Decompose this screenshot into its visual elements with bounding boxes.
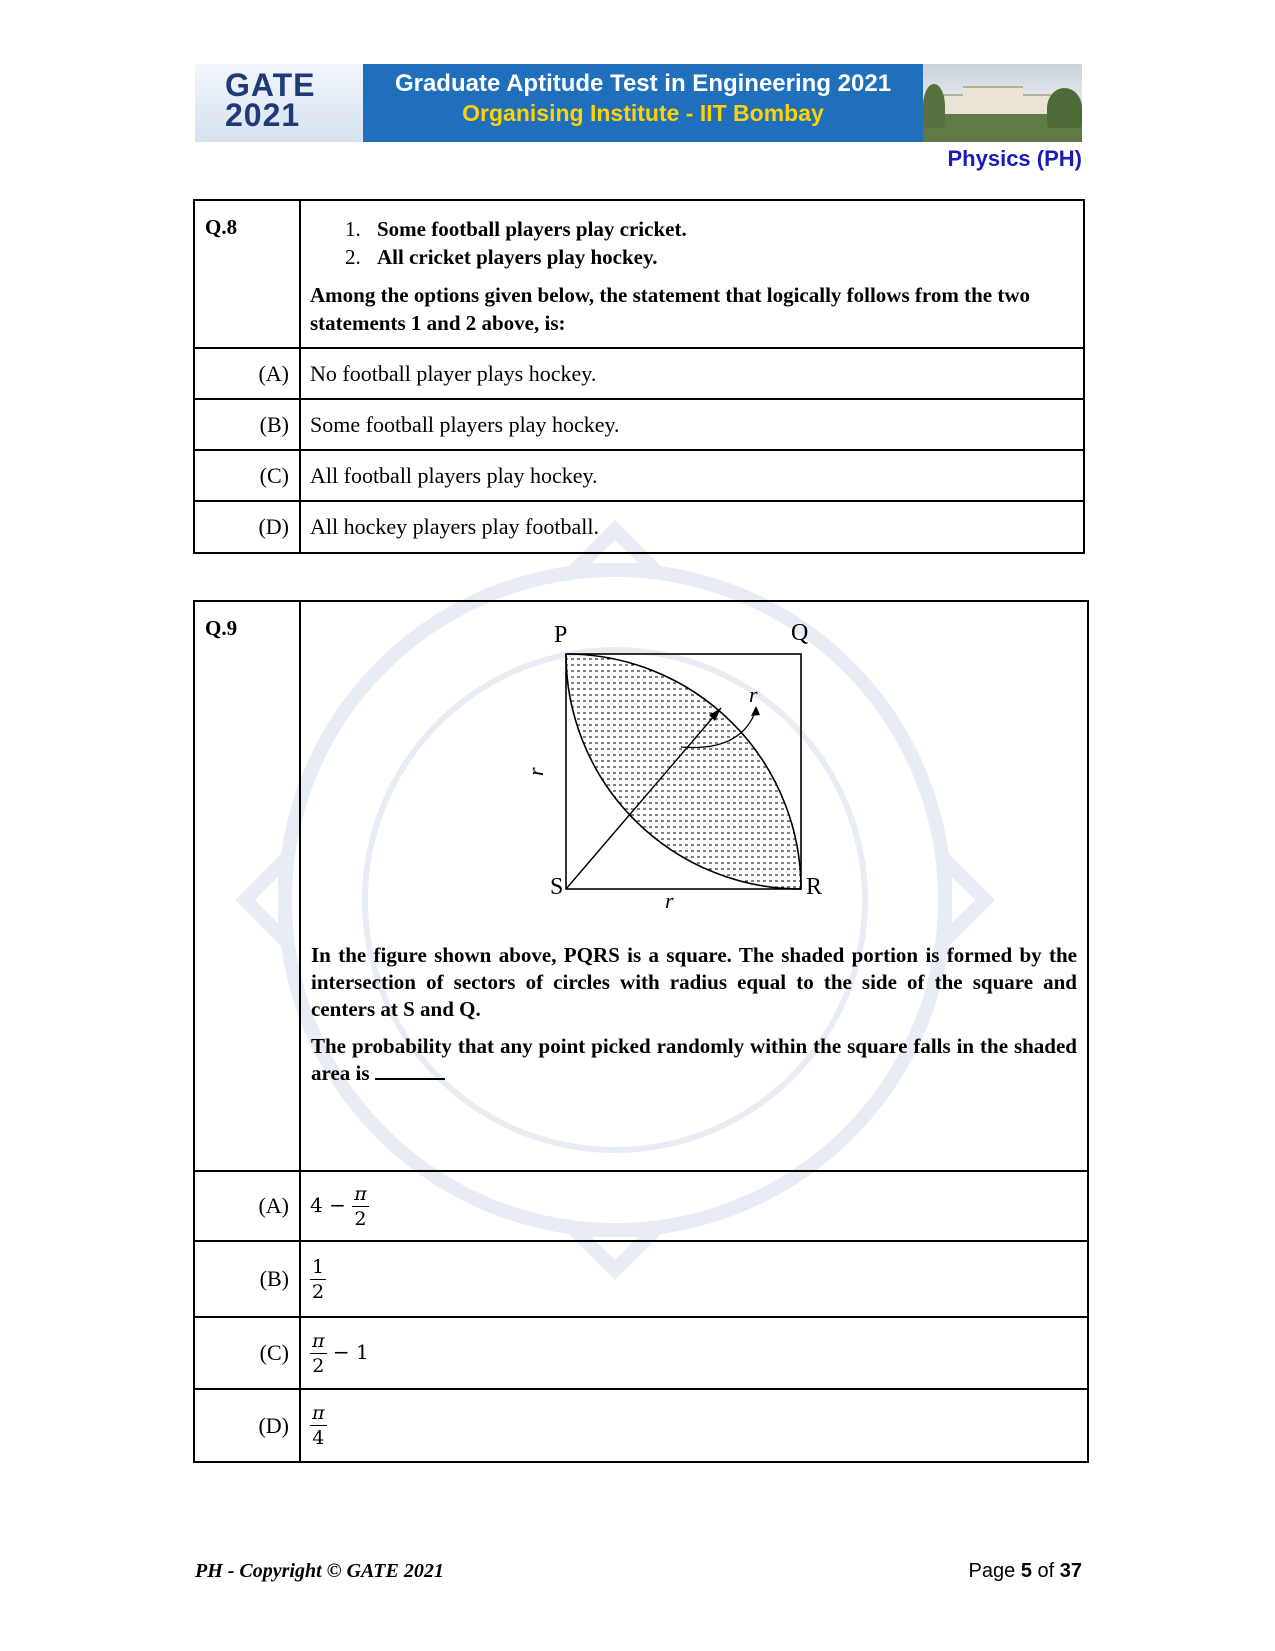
question-stem: In the figure shown above, PQRS is a square. The shaded portion is formed by the intersection of sectors of circles with radius equal to the side of the square and centers at S and Q. — [311, 943, 1077, 1021]
banner-title-box — [363, 64, 923, 142]
option-label: (A) — [194, 1171, 300, 1241]
question-body — [300, 601, 1088, 1171]
option-label: (C) — [194, 1317, 300, 1389]
question-number: Q.8 — [194, 200, 300, 348]
option-d-math[interactable]: $\frac{\pi}{4}$ — [300, 1389, 1088, 1462]
question-stem-2: The probability that any point picked randomly within the square falls in the shaded area is — [311, 1034, 1077, 1085]
option-label: (D) — [194, 1389, 300, 1462]
question-body — [300, 200, 1084, 348]
option-label: (D) — [194, 501, 300, 553]
corner-q-label: Q — [791, 620, 809, 646]
logo-year: 2021 — [225, 97, 301, 133]
statement-item: 2. All cricket players play hockey. — [345, 245, 658, 269]
corner-s-label: S — [550, 874, 564, 900]
question-9-table — [193, 600, 1089, 1463]
option-label: (A) — [194, 348, 300, 399]
exam-title: Graduate Aptitude Test in Engineering 2021 — [394, 70, 892, 97]
gate-logo — [195, 64, 363, 142]
pqrs-square-figure — [301, 602, 1089, 942]
answer-blank — [375, 1060, 445, 1080]
copyright-footer: PH - Copyright © GATE 2021 — [195, 1560, 444, 1582]
option-label: (B) — [194, 1241, 300, 1317]
option-a-math[interactable]: 4 − $\frac{\pi}{2}$ — [300, 1171, 1088, 1241]
option-c-text[interactable]: All football players play hockey. — [300, 450, 1084, 501]
option-b-text[interactable]: Some football players play hockey. — [300, 399, 1084, 450]
option-b-math[interactable]: $\frac{1}{2}$ — [300, 1241, 1088, 1317]
corner-r-label: R — [806, 874, 823, 900]
header-banner — [195, 64, 1082, 142]
option-label: (C) — [194, 450, 300, 501]
option-c-math[interactable]: $\frac{\pi}{2}$ − 1 — [300, 1317, 1088, 1389]
campus-building-image — [923, 64, 1082, 142]
statement-list — [345, 215, 1083, 271]
radius-label-left: r — [523, 767, 548, 776]
subject-label: Physics (PH) — [947, 146, 1082, 171]
question-8-table — [193, 199, 1085, 554]
logo-word: GATE — [225, 67, 316, 103]
question-number: Q.9 — [194, 601, 300, 1171]
page-number-footer: Page 5 of 37 — [968, 1560, 1082, 1582]
option-d-text[interactable]: All hockey players play football. — [300, 501, 1084, 553]
option-a-text[interactable]: No football player plays hockey. — [300, 348, 1084, 399]
radius-label-arrow: r — [749, 682, 758, 707]
shaded-region — [566, 654, 801, 889]
statement-item: 1. Some football players play cricket. — [345, 217, 687, 241]
organiser-title: Organising Institute - IIT Bombay — [462, 100, 824, 126]
option-label: (B) — [194, 399, 300, 450]
corner-p-label: P — [554, 622, 568, 648]
radius-label-bottom: r — [665, 888, 674, 913]
question-stem: Among the options given below, the statement that logically follows from the two statements 1 and 2 above, is: — [310, 283, 1030, 335]
